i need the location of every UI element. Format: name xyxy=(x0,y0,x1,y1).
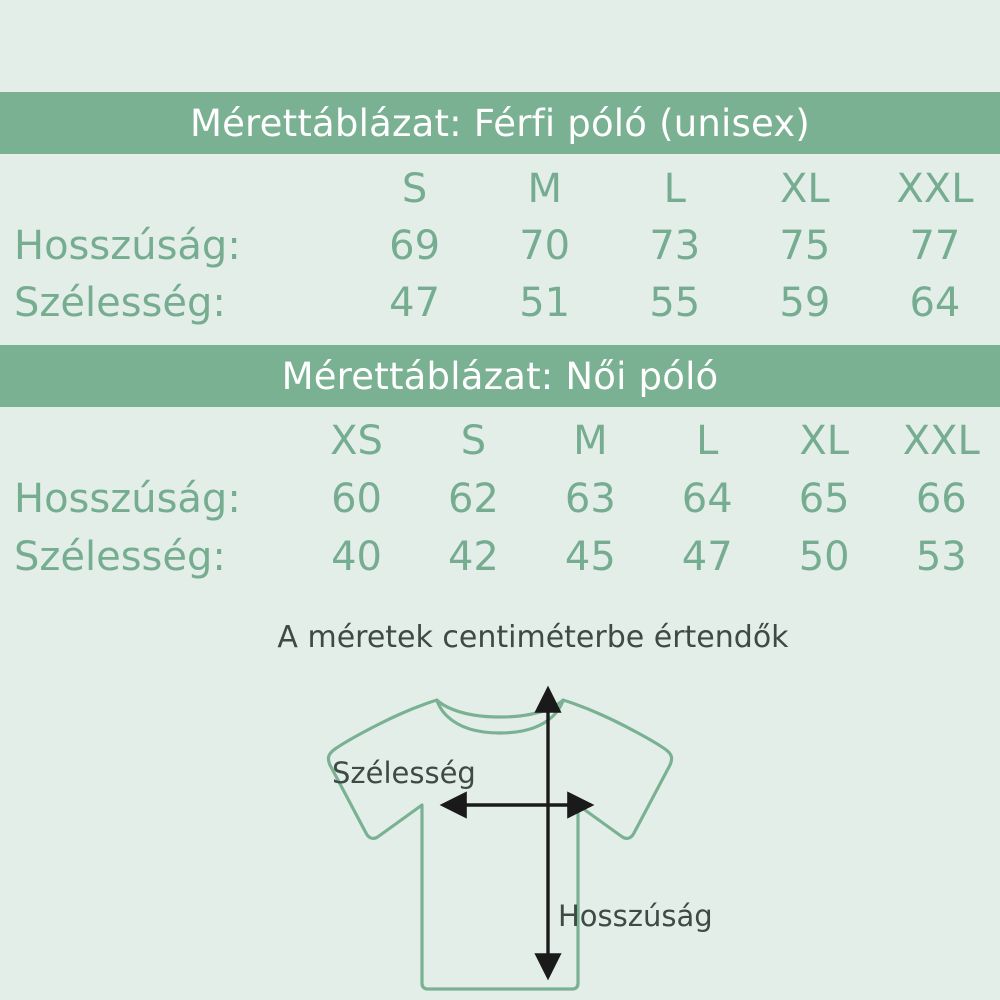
column-header-m: M xyxy=(527,165,562,212)
cell-width-s: 42 xyxy=(447,534,499,580)
row-label-width: Szélesség: xyxy=(14,534,226,580)
cell-length-m: 70 xyxy=(519,222,571,269)
cell-length-xl: 65 xyxy=(798,476,850,522)
mens-table-title: Mérettáblázat: Férfi póló (unisex) xyxy=(189,101,811,145)
column-header-s: S xyxy=(401,165,428,212)
cell-length-s: 69 xyxy=(389,222,441,269)
column-header-m: M xyxy=(573,418,608,464)
row-label-width: Szélesség: xyxy=(14,279,226,326)
row-label-length: Hosszúság: xyxy=(14,222,241,269)
womens-table-title: Mérettáblázat: Női póló xyxy=(281,354,719,398)
column-header-xs: XS xyxy=(330,418,383,464)
cell-length-s: 62 xyxy=(447,476,499,522)
cell-length-l: 64 xyxy=(681,476,733,522)
womens-table-header-bar xyxy=(0,345,1000,407)
length-label: Hosszúság xyxy=(558,899,713,933)
column-header-l: L xyxy=(696,418,719,464)
measurement-unit-note: A méretek centiméterbe értendők xyxy=(277,620,789,655)
tshirt-outline-icon xyxy=(328,700,671,989)
cell-length-xxl: 77 xyxy=(909,222,961,269)
column-header-xl: XL xyxy=(780,165,830,212)
mens-table-header-bar xyxy=(0,92,1000,154)
width-label: Szélesség xyxy=(332,756,476,790)
cell-width-m: 51 xyxy=(519,279,571,326)
corner-cell xyxy=(0,412,298,470)
cell-width-xl: 59 xyxy=(779,279,831,326)
column-header-xxl: XXL xyxy=(902,418,980,464)
cell-length-l: 73 xyxy=(649,222,701,269)
cell-width-xs: 40 xyxy=(331,534,382,580)
cell-length-xl: 75 xyxy=(779,222,831,269)
tshirt-diagram xyxy=(0,665,1000,1000)
mens-size-table xyxy=(0,160,1000,331)
cell-width-s: 47 xyxy=(389,279,441,326)
cell-width-l: 47 xyxy=(681,534,733,580)
cell-width-xl: 50 xyxy=(798,534,850,580)
table-header-row xyxy=(0,160,1000,217)
cell-length-xxl: 66 xyxy=(915,476,967,522)
cell-width-xxl: 53 xyxy=(915,534,967,580)
table-row xyxy=(0,217,1000,274)
column-header-xxl: XXL xyxy=(896,165,974,212)
cell-width-l: 55 xyxy=(649,279,701,326)
cell-width-m: 45 xyxy=(564,534,616,580)
table-header-row xyxy=(0,412,1000,470)
table-row xyxy=(0,528,1000,586)
table-row xyxy=(0,470,1000,528)
column-header-xl: XL xyxy=(799,418,849,464)
womens-size-table xyxy=(0,412,1000,586)
corner-cell xyxy=(0,160,350,217)
column-header-s: S xyxy=(460,418,487,464)
table-row xyxy=(0,274,1000,331)
cell-width-xxl: 64 xyxy=(909,279,961,326)
cell-length-xs: 60 xyxy=(331,476,382,522)
column-header-l: L xyxy=(663,165,686,212)
row-label-length: Hosszúság: xyxy=(14,476,241,522)
cell-length-m: 63 xyxy=(564,476,616,522)
